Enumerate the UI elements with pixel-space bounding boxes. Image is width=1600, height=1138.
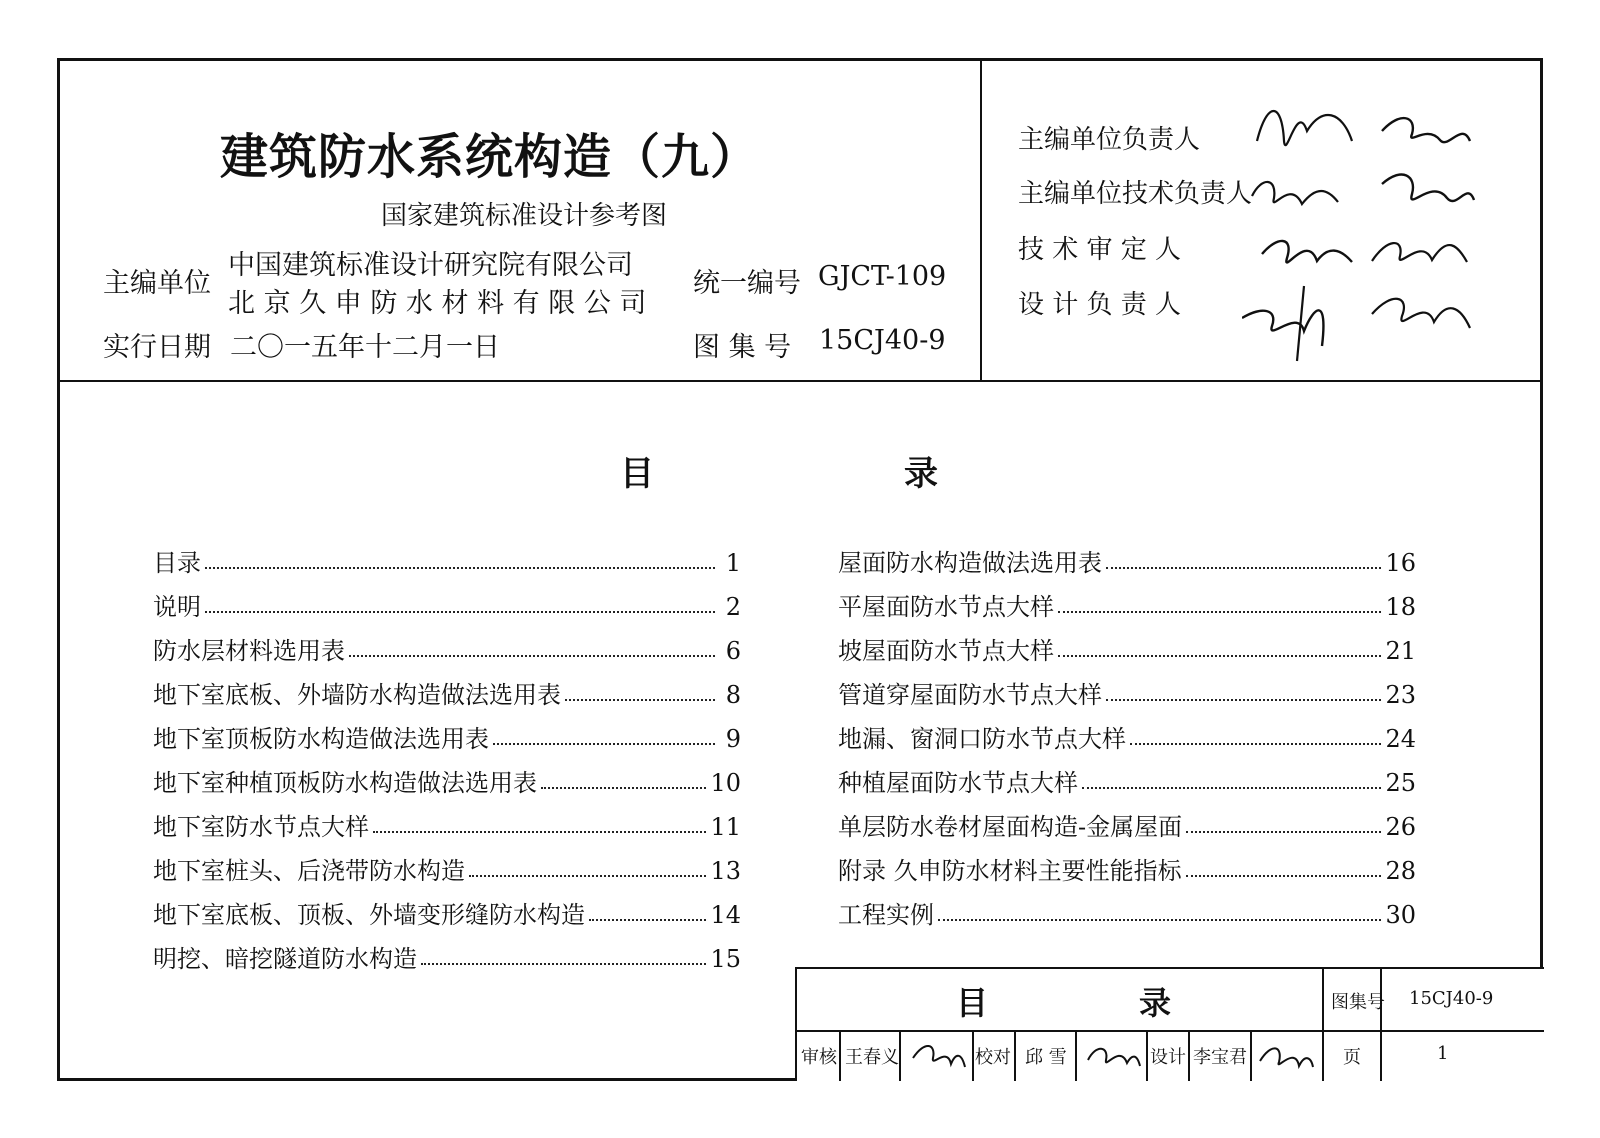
toc-right-column xyxy=(838,531,1416,927)
toc-leader-dots xyxy=(541,787,706,789)
toc-item[interactable] xyxy=(838,883,1416,927)
toc-item-page: 1 xyxy=(725,549,741,577)
title-block-divider xyxy=(1322,969,1324,1081)
toc-leader-dots xyxy=(205,611,715,613)
toc-item[interactable] xyxy=(153,707,741,751)
toc-item[interactable] xyxy=(153,663,741,707)
drawing-sheet xyxy=(57,58,1543,1081)
title-block-divider xyxy=(1188,1030,1190,1081)
title-block-divider xyxy=(1380,969,1382,1081)
atlas-number-value: 15CJ40-9 xyxy=(819,325,946,356)
page-label: 页 xyxy=(1343,1047,1361,1068)
toc-item-label: 地下室桩头、后浇带防水构造 xyxy=(153,857,465,885)
design-label: 设计 xyxy=(1150,1047,1186,1068)
title-block-title-left: 目 xyxy=(956,984,989,1022)
toc-item[interactable] xyxy=(838,839,1416,883)
toc-item-label: 平屋面防水节点大样 xyxy=(838,593,1054,621)
toc-item-page: 2 xyxy=(725,593,741,621)
toc-item[interactable] xyxy=(838,531,1416,575)
toc-leader-dots xyxy=(1186,875,1382,877)
toc-item[interactable] xyxy=(153,575,741,619)
toc-item-page: 23 xyxy=(1385,681,1416,709)
review-label: 审核 xyxy=(801,1047,837,1068)
toc-item[interactable] xyxy=(838,663,1416,707)
toc-item-page: 8 xyxy=(725,681,741,709)
page-value: 1 xyxy=(1437,1043,1449,1064)
toc-item-label: 工程实例 xyxy=(838,901,934,929)
title-block-divider xyxy=(1014,1030,1016,1081)
document-subtitle: 国家建筑标准设计参考图 xyxy=(381,201,668,231)
toc-item-label: 明挖、暗挖隧道防水构造 xyxy=(153,945,417,973)
toc-item-label: 地下室顶板防水构造做法选用表 xyxy=(153,725,489,753)
toc-leader-dots xyxy=(1106,699,1381,701)
checker-name: 邱 雪 xyxy=(1025,1047,1067,1068)
toc-item-label: 地下室种植顶板防水构造做法选用表 xyxy=(153,769,537,797)
designer-signature xyxy=(1257,1036,1315,1074)
toc-item-page: 26 xyxy=(1385,813,1416,841)
toc-leader-dots xyxy=(1186,831,1381,833)
checker-signature xyxy=(1084,1036,1142,1074)
toc-left-column xyxy=(153,531,741,971)
toc-item-page: 10 xyxy=(710,769,741,797)
toc-item-label: 单层防水卷材屋面构造-金属屋面 xyxy=(838,813,1183,841)
title-block-atlas-value: 15CJ40-9 xyxy=(1409,988,1494,1009)
toc-item[interactable] xyxy=(838,707,1416,751)
title-block-divider xyxy=(1146,1030,1148,1081)
toc-item[interactable] xyxy=(153,751,741,795)
atlas-number-label: 图 集 号 xyxy=(693,332,792,363)
uniform-number-value: GJCT-109 xyxy=(818,261,947,292)
editor-unit-label: 主编单位 xyxy=(103,268,211,299)
toc-item-page: 18 xyxy=(1385,593,1416,621)
toc-item-page: 25 xyxy=(1385,769,1416,797)
header-metadata xyxy=(103,243,963,375)
title-block-divider xyxy=(1075,1030,1077,1081)
responsibility-panel xyxy=(982,61,1543,380)
toc-item-label: 管道穿屋面防水节点大样 xyxy=(838,681,1102,709)
responsibility-row-1-label: 主编单位负责人 xyxy=(1018,125,1201,155)
responsibility-row-4-label: 设 计 负 责 人 xyxy=(1018,290,1182,320)
toc-heading-left: 目 xyxy=(620,454,654,494)
title-block-title-right: 录 xyxy=(1139,984,1172,1022)
toc-item-label: 目录 xyxy=(153,549,201,577)
toc-leader-dots xyxy=(421,963,706,965)
toc-leader-dots xyxy=(1058,611,1381,613)
toc-item-page: 11 xyxy=(710,813,741,841)
toc-item-page: 16 xyxy=(1385,549,1416,577)
toc-leader-dots xyxy=(349,655,715,657)
toc-item[interactable] xyxy=(838,751,1416,795)
toc-heading-right: 录 xyxy=(904,454,938,494)
title-block-divider xyxy=(839,1030,841,1081)
toc-item-page: 15 xyxy=(710,945,741,973)
responsibility-row-2-label: 主编单位技术负责人 xyxy=(1018,179,1253,209)
toc-item-label: 地下室防水节点大样 xyxy=(153,813,369,841)
toc-item[interactable] xyxy=(838,619,1416,663)
toc-leader-dots xyxy=(1130,743,1381,745)
toc-leader-dots xyxy=(205,567,715,569)
toc-item-page: 6 xyxy=(725,637,741,665)
toc-item-page: 14 xyxy=(710,901,741,929)
uniform-number-label: 统一编号 xyxy=(693,268,801,299)
toc-item[interactable] xyxy=(153,795,741,839)
header-divider xyxy=(60,380,1540,382)
toc-leader-dots xyxy=(589,919,706,921)
table-of-contents-heading xyxy=(60,446,1540,494)
toc-item-label: 防水层材料选用表 xyxy=(153,637,345,665)
toc-item-page: 21 xyxy=(1385,637,1416,665)
toc-item[interactable] xyxy=(153,927,741,971)
title-block-divider xyxy=(797,1030,1544,1032)
toc-item-label: 种植屋面防水节点大样 xyxy=(838,769,1078,797)
toc-item-label: 地漏、窗洞口防水节点大样 xyxy=(838,725,1126,753)
responsibility-row-3-label: 技 术 审 定 人 xyxy=(1018,235,1182,265)
title-block-atlas-label: 图集号 xyxy=(1331,992,1385,1013)
toc-leader-dots xyxy=(493,743,715,745)
toc-item-page: 28 xyxy=(1385,857,1416,885)
toc-item-page: 30 xyxy=(1385,901,1416,929)
toc-item-page: 9 xyxy=(725,725,741,753)
toc-item-label: 附录 久申防水材料主要性能指标 xyxy=(838,857,1182,885)
toc-item[interactable] xyxy=(838,795,1416,839)
reviewer-signature xyxy=(909,1036,967,1074)
toc-item-label: 说明 xyxy=(153,593,201,621)
editor-unit-line-1: 中国建筑标准设计研究院有限公司 xyxy=(228,250,633,281)
toc-item[interactable] xyxy=(153,619,741,663)
toc-item-label: 坡屋面防水节点大样 xyxy=(838,637,1054,665)
reviewer-name: 王春义 xyxy=(845,1047,899,1068)
document-title: 建筑防水系统构造（九） xyxy=(220,129,760,185)
toc-leader-dots xyxy=(1082,787,1381,789)
signature-graphics xyxy=(1242,86,1542,366)
toc-item-page: 13 xyxy=(710,857,741,885)
effective-date-label: 实行日期 xyxy=(103,332,211,363)
toc-item-label: 地下室底板、顶板、外墙变形缝防水构造 xyxy=(153,901,585,929)
toc-item[interactable] xyxy=(153,531,741,575)
effective-date-value: 二〇一五年十二月一日 xyxy=(230,332,500,363)
toc-leader-dots xyxy=(1106,567,1381,569)
toc-leader-dots xyxy=(1058,655,1381,657)
toc-leader-dots xyxy=(469,875,706,877)
toc-leader-dots xyxy=(565,699,715,701)
toc-item-label: 屋面防水构造做法选用表 xyxy=(838,549,1102,577)
toc-item[interactable] xyxy=(153,839,741,883)
toc-item[interactable] xyxy=(153,883,741,927)
toc-item-page: 24 xyxy=(1385,725,1416,753)
title-block-divider xyxy=(899,1030,901,1081)
toc-leader-dots xyxy=(938,919,1381,921)
toc-item-label: 地下室底板、外墙防水构造做法选用表 xyxy=(153,681,561,709)
toc-item[interactable] xyxy=(838,575,1416,619)
editor-unit-line-2: 北 京 久 申 防 水 材 料 有 限 公 司 xyxy=(228,288,647,319)
toc-leader-dots xyxy=(373,831,706,833)
designer-name: 李宝君 xyxy=(1193,1047,1247,1068)
check-label: 校对 xyxy=(975,1047,1011,1068)
drawing-title-block xyxy=(795,967,1544,1081)
title-block-divider xyxy=(972,1030,974,1081)
title-block-divider xyxy=(1250,1030,1252,1081)
